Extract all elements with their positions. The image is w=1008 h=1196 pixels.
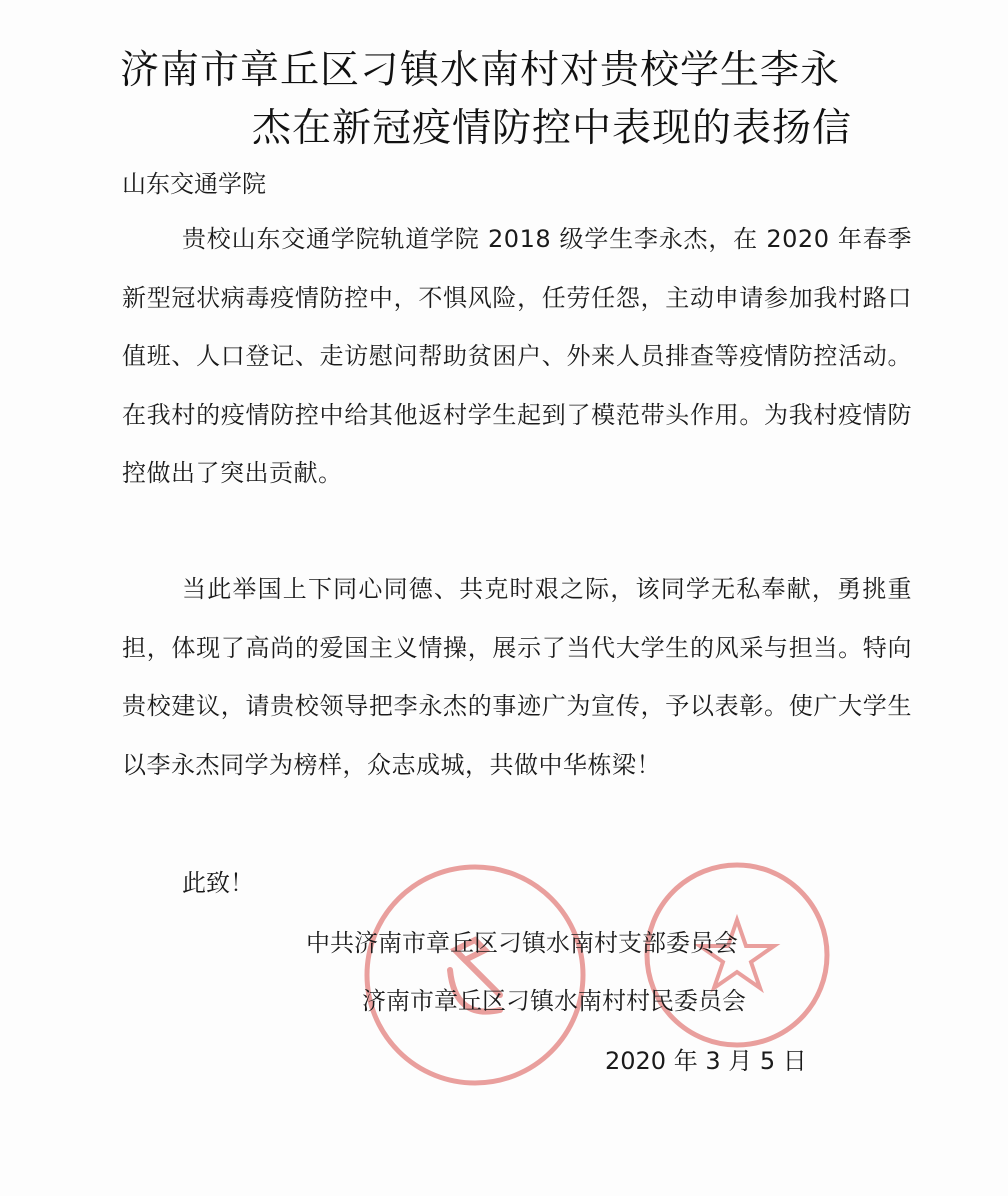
closing-line: 此致！ bbox=[182, 869, 254, 897]
letter-date: 2020 年 3 月 5 日 bbox=[605, 1047, 807, 1075]
body-paragraph-2: 当此举国上下同心同德、共克时艰之际，该同学无私奉献，勇挑重担，体现了高尚的爱国主义情操，展示了当代大学生的风采与担当。特向贵校建议，请贵校领导把李永杰的事迹广为宣传，予以表彰。使广大学生以李永杰同学为榜样，众志成城，共做中华栋梁！ bbox=[122, 575, 912, 779]
signature-party-branch: 中共济南市章丘区刁镇水南村支部委员会 bbox=[306, 929, 738, 957]
title-line-1: 济南市章丘区刁镇水南村对贵校学生李永 bbox=[120, 48, 841, 93]
title-line-2: 杰在新冠疫情防控中表现的表扬信 bbox=[252, 106, 853, 151]
body-paragraph-1: 贵校山东交通学院轨道学院 2018 级学生李永杰，在 2020 年春季新型冠状病毒疫情防控中，不惧风险，任劳任怨，主动申请参加我村路口值班、人口登记、走访慰问帮助贫困户、外来人员排查等疫情防控活动。在我村的疫情防控中给其他返村学生起到了模范带头作用。为我村疫情防控做出了突出贡献。 bbox=[122, 225, 912, 487]
salutation: 山东交通学院 bbox=[122, 170, 266, 198]
signature-village-committee: 济南市章丘区刁镇水南村村民委员会 bbox=[362, 987, 746, 1015]
party-branch-seal bbox=[360, 860, 590, 1090]
letter-title bbox=[120, 42, 980, 158]
